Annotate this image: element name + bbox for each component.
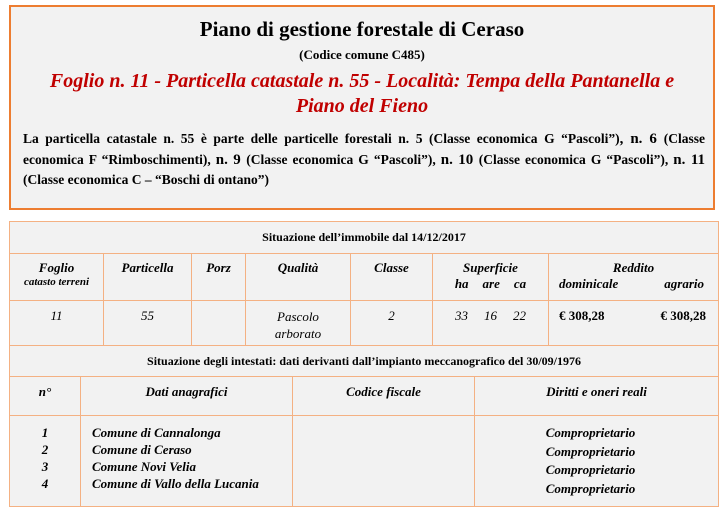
description-segment: n. 10 bbox=[440, 151, 479, 168]
cell-agrario: € 308,28 bbox=[660, 308, 707, 323]
property-row bbox=[10, 301, 719, 346]
cell-are: 16 bbox=[484, 308, 497, 323]
description-segment: (Classe economica C – “Boschi di ontano”) bbox=[23, 172, 269, 187]
owner-name: Comune di Vallo della Lucania bbox=[92, 476, 259, 491]
owner-number: 1 bbox=[41, 425, 49, 440]
col-dati-anagrafici: Dati anagrafici bbox=[81, 377, 293, 416]
owner-number: 2 bbox=[41, 442, 49, 457]
owners-numbers bbox=[10, 416, 81, 507]
col-agrario: agrario bbox=[664, 276, 705, 291]
col-foglio bbox=[10, 254, 104, 301]
municipality-code: (Codice comune C485) bbox=[299, 47, 425, 62]
col-foglio-label: Foglio bbox=[38, 260, 75, 275]
owner-right: Comproprietario bbox=[545, 480, 636, 496]
description-segment: , n. 6 bbox=[619, 131, 664, 147]
owners-table bbox=[9, 345, 719, 507]
owner-right: Comproprietario bbox=[545, 443, 636, 459]
col-numero: n° bbox=[10, 377, 81, 416]
cell-particella: 55 bbox=[104, 301, 192, 346]
parcel-description bbox=[23, 129, 705, 191]
col-reddito-label: Reddito bbox=[612, 260, 655, 275]
col-classe: Classe bbox=[351, 254, 433, 301]
col-ha: ha bbox=[454, 276, 469, 291]
description-segment: (Classe economica G “Pascoli”), bbox=[478, 151, 674, 167]
owners-names bbox=[81, 416, 293, 507]
cell-ha: 33 bbox=[455, 308, 468, 323]
description-segment: (Classe economica G “Pascoli”) bbox=[429, 131, 620, 146]
col-dominicale: dominicale bbox=[559, 276, 619, 291]
owners-heading: Situazione degli intestati: dati derivanti dall’impianto meccanografico del 30/09/1976 bbox=[10, 346, 719, 377]
header-box bbox=[9, 5, 715, 210]
owners-fiscal-codes bbox=[293, 416, 475, 507]
col-are: are bbox=[482, 276, 500, 291]
property-heading: Situazione dell’immobile dal 14/12/2017 bbox=[10, 222, 719, 254]
col-codice-fiscale: Codice fiscale bbox=[293, 377, 475, 416]
description-segment: (Classe economica F “Rimboschimenti), bbox=[23, 131, 706, 167]
owner-fiscal-code bbox=[293, 456, 474, 472]
owner-right: Comproprietario bbox=[545, 425, 636, 440]
description-segment: La particella catastale n. 55 è parte delle particelle forestali n. 5 bbox=[23, 131, 430, 146]
owners-rights bbox=[475, 416, 719, 507]
owner-fiscal-code bbox=[293, 440, 474, 456]
owner-number: 4 bbox=[41, 476, 49, 491]
owner-name: Comune di Ceraso bbox=[92, 442, 192, 457]
col-porz: Porz bbox=[192, 254, 246, 301]
subtitle-line-1: Foglio n. 11 - Particella catastale n. 55 - Località: Tempa della Pantanella e bbox=[49, 70, 675, 92]
cell-porz bbox=[192, 301, 246, 346]
cell-reddito bbox=[549, 301, 719, 346]
col-ca: ca bbox=[513, 276, 527, 291]
col-qualita: Qualità bbox=[246, 254, 351, 301]
col-foglio-sub: catasto terreni bbox=[23, 276, 90, 288]
property-table bbox=[9, 221, 719, 346]
col-superficie bbox=[433, 254, 549, 301]
cell-classe: 2 bbox=[351, 301, 433, 346]
owner-name: Comune Novi Velia bbox=[92, 459, 197, 474]
description-segment: (Classe economica G “Pascoli”), bbox=[246, 151, 441, 167]
description-segment: n. 11 bbox=[673, 151, 705, 168]
description-segment: n. 9 bbox=[215, 151, 247, 168]
page-title: Piano di gestione forestale di Ceraso bbox=[199, 17, 525, 41]
subtitle-line-2: Piano del Fieno bbox=[295, 95, 429, 117]
cell-foglio: 11 bbox=[10, 301, 104, 346]
owner-fiscal-code bbox=[293, 472, 474, 488]
cell-dominicale: € 308,28 bbox=[559, 308, 605, 323]
owner-right: Comproprietario bbox=[545, 462, 636, 477]
col-superficie-label: Superficie bbox=[463, 260, 518, 275]
col-particella: Particella bbox=[104, 254, 192, 301]
cell-qualita bbox=[246, 301, 351, 346]
cell-ca: 22 bbox=[513, 308, 526, 323]
owner-name: Comune di Cannalonga bbox=[92, 425, 221, 440]
cell-superficie bbox=[433, 301, 549, 346]
cell-qualita-2: arborato bbox=[274, 326, 322, 341]
cell-qualita-1: Pascolo bbox=[277, 309, 319, 324]
parcel-subtitle bbox=[27, 69, 697, 119]
col-reddito bbox=[549, 254, 719, 301]
owner-fiscal-code bbox=[293, 424, 474, 440]
col-diritti: Diritti e oneri reali bbox=[475, 377, 719, 416]
owner-number: 3 bbox=[41, 459, 49, 474]
